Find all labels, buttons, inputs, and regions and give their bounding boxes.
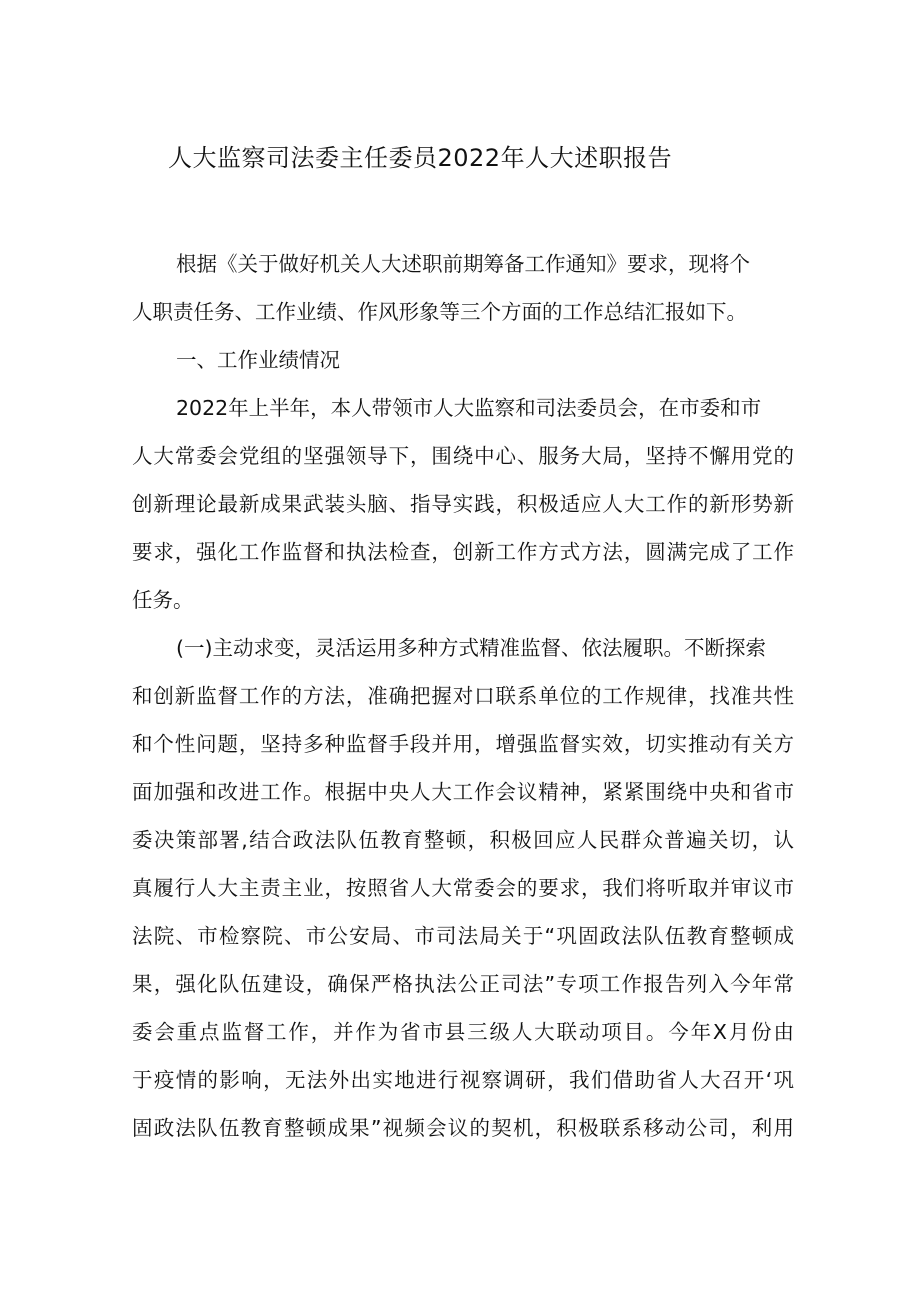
document-title: 人大监察司法委主任委员2022年人大述职报告	[168, 144, 673, 172]
paragraph-line: 果，强化队伍建设，确保严格执法公正司法”专项工作报告列入今年常	[132, 972, 794, 996]
paragraph-line: 委会重点监督工作，并作为省市县三级人大联动项目。今年X月份由	[132, 1020, 794, 1044]
paragraph-line: 人职责任务、工作业绩、作风形象等三个方面的工作总结汇报如下。	[132, 300, 747, 324]
paragraph-line: (一)主动求变，灵活运用多种方式精准监督、依法履职。不断探索	[176, 636, 766, 660]
section-heading: 一、工作业绩情况	[176, 348, 340, 372]
paragraph-line: 真履行人大主责主业，按照省人大常委会的要求，我们将听取并审议市	[132, 876, 794, 900]
paragraph-line: 要求，强化工作监督和执法检查，创新工作方式方法，圆满完成了工作	[132, 540, 794, 564]
paragraph-line: 和个性问题，坚持多种监督手段并用，增强监督实效，切实推动有关方	[132, 732, 794, 756]
paragraph-line: 任务。	[132, 588, 194, 612]
document-body	[132, 240, 794, 1152]
paragraph-line: 根据《关于做好机关人大述职前期筹备工作通知》要求，现将个	[176, 252, 750, 276]
paragraph-line: 于疫情的影响，无法外出实地进行视察调研，我们借助省人大召开‘巩	[132, 1068, 794, 1092]
paragraph-line: 和创新监督工作的方法，准确把握对口联系单位的工作规律，找准共性	[132, 684, 794, 708]
paragraph-line: 2022年上半年，本人带领市人大监察和司法委员会，在市委和市	[176, 396, 762, 420]
paragraph-line: 人大常委会党组的坚强领导下，围绕中心、服务大局，坚持不懈用党的	[132, 444, 794, 468]
paragraph-line: 面加强和改进工作。根据中央人大工作会议精神，紧紧围绕中央和省市	[132, 780, 794, 804]
paragraph-line: 固政法队伍教育整顿成果”视频会议的契机，积极联系移动公司，利用	[132, 1116, 794, 1140]
paragraph-line: 法院、市检察院、市公安局、市司法局关于“巩固政法队伍教育整顿成	[132, 924, 794, 948]
paragraph-line: 创新理论最新成果武装头脑、指导实践，积极适应人大工作的新形势新	[132, 492, 794, 516]
paragraph-line: 委决策部署,结合政法队伍教育整顿，积极回应人民群众普遍关切，认	[132, 828, 794, 852]
